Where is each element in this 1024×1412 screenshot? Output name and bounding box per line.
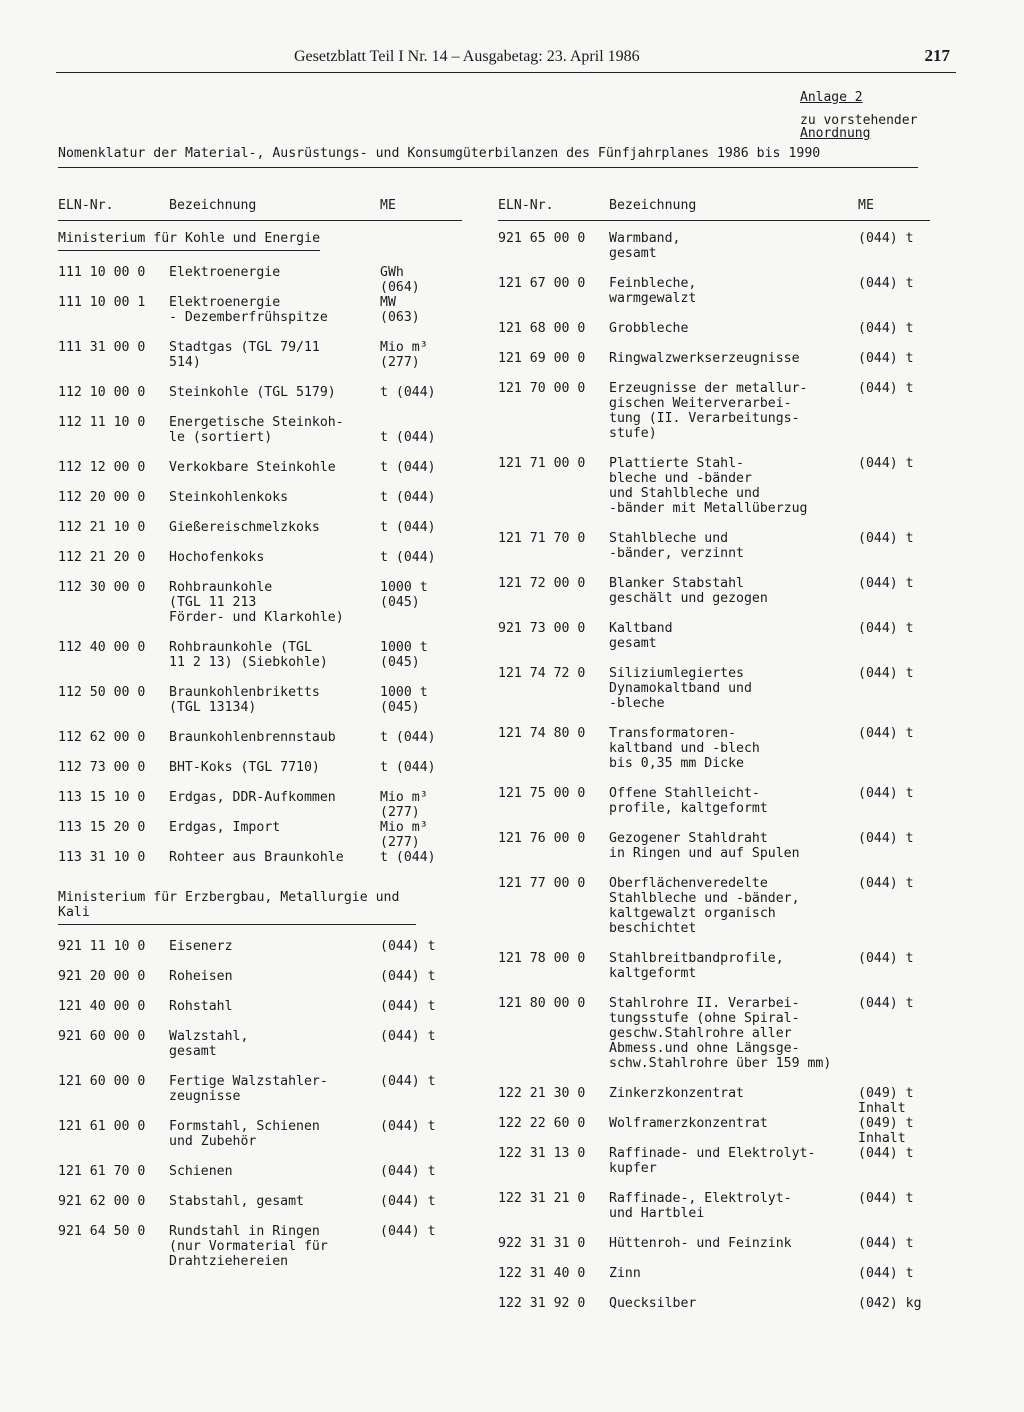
eln-number: 121 75 00 0: [498, 786, 586, 801]
left-section1-rows: [58, 265, 462, 865]
mengeneinheit: (044) t: [858, 1266, 914, 1281]
right-column: [498, 190, 930, 1326]
bezeichnung: Oberflächenveredelte Stahlbleche und -bänder, kaltgewalzt organisch beschichtet: [609, 876, 800, 936]
eln-number: 121 80 00 0: [498, 996, 586, 1011]
eln-number: 121 60 00 0: [58, 1074, 146, 1089]
eln-number: 113 15 10 0: [58, 790, 146, 805]
eln-number: 112 11 10 0: [58, 415, 146, 430]
mengeneinheit: (044) t: [380, 1194, 436, 1209]
header-title: Gesetzblatt Teil I Nr. 14 – Ausgabetag: 23. April 1986: [294, 48, 640, 65]
mengeneinheit: (044) t: [380, 1119, 436, 1134]
table-row: [498, 1116, 930, 1146]
table-row: [58, 265, 462, 295]
mengeneinheit: (044) t: [858, 831, 914, 846]
eln-number: 112 10 00 0: [58, 385, 146, 400]
mengeneinheit: (044) t: [858, 456, 914, 471]
mengeneinheit: t (044): [380, 385, 436, 400]
section-heading: Ministerium für Erzbergbau, Metallurgie und Kali: [58, 890, 416, 925]
bezeichnung: Verkokbare Steinkohle: [169, 460, 336, 475]
bezeichnung: Eisenerz: [169, 939, 233, 954]
eln-number: 112 40 00 0: [58, 640, 146, 655]
table-row: [58, 790, 462, 820]
eln-number: 121 69 00 0: [498, 351, 586, 366]
eln-number: 112 62 00 0: [58, 730, 146, 745]
table-row: [58, 999, 462, 1014]
eln-number: 121 72 00 0: [498, 576, 586, 591]
annex-label: Anlage 2: [800, 90, 863, 105]
mengeneinheit: (044) t: [858, 276, 914, 291]
bezeichnung: Roheisen: [169, 969, 233, 984]
page-number: 217: [924, 46, 950, 65]
table-row: [498, 1266, 930, 1281]
me-header: ME: [380, 198, 396, 213]
mengeneinheit: (042) kg: [858, 1296, 922, 1311]
annex-line-2: Anordnung: [800, 126, 871, 141]
bezeichnung: Grobbleche: [609, 321, 689, 336]
table-row: [498, 726, 930, 771]
table-row: [58, 685, 462, 715]
eln-number: 122 21 30 0: [498, 1086, 586, 1101]
eln-number: 112 50 00 0: [58, 685, 146, 700]
table-row: [498, 831, 930, 861]
eln-number: 112 73 00 0: [58, 760, 146, 775]
mengeneinheit: t (044): [380, 760, 436, 775]
page-header: [56, 44, 956, 73]
bezeichnung: Stahlbreitbandprofile, kaltgeformt: [609, 951, 784, 981]
bezeichnung: Siliziumlegiertes Dynamokaltband und -bleche: [609, 666, 752, 711]
bezeichnung: Zinkerzkonzentrat: [609, 1086, 744, 1101]
table-row: [58, 385, 462, 400]
table-row: [498, 786, 930, 816]
table-row: [498, 321, 930, 336]
bezeichnung: Kaltband gesamt: [609, 621, 673, 651]
document-title: Nomenklatur der Material-, Ausrüstungs- und Konsumgüterbilanzen des Fünfjahrplanes 1986 bis 1990: [58, 146, 918, 168]
table-row: [58, 939, 462, 954]
bezeichnung-header: Bezeichnung: [169, 198, 257, 213]
bezeichnung: Erzeugnisse der metallur- gischen Weiterverarbei- tung (II. Verarbeitungs- stufe): [609, 381, 808, 441]
eln-number: 121 40 00 0: [58, 999, 146, 1014]
table-row: [498, 576, 930, 606]
eln-number: 111 10 00 1: [58, 295, 146, 310]
bezeichnung: Ringwalzwerkserzeugnisse: [609, 351, 800, 366]
table-row: [498, 876, 930, 936]
mengeneinheit: t (044): [380, 490, 436, 505]
mengeneinheit: (044) t: [858, 321, 914, 336]
eln-number: 121 74 72 0: [498, 666, 586, 681]
mengeneinheit: (044) t: [858, 726, 914, 741]
table-row: [498, 456, 930, 516]
me-header: ME: [858, 198, 874, 213]
mengeneinheit: (044) t: [858, 996, 914, 1011]
eln-number: 121 71 70 0: [498, 531, 586, 546]
table-row: [498, 231, 930, 261]
mengeneinheit: 1000 t (045): [380, 580, 428, 610]
bezeichnung: Stahlrohre II. Verarbei- tungsstufe (ohne Spiral- geschw.Stahlrohre aller Abmess.und ohne Längsge- schw.Stahlrohre über 159 mm): [609, 996, 832, 1071]
eln-number: 121 76 00 0: [498, 831, 586, 846]
eln-number: 112 30 00 0: [58, 580, 146, 595]
left-section2-rows: [58, 939, 462, 1269]
bezeichnung: Blanker Stabstahl geschält und gezogen: [609, 576, 768, 606]
table-row: [58, 550, 462, 565]
table-row: [58, 490, 462, 505]
bezeichnung: Braunkohlenbrennstaub: [169, 730, 336, 745]
eln-number: 121 74 80 0: [498, 726, 586, 741]
mengeneinheit: (049) t Inhalt: [858, 1086, 914, 1116]
table-row: [58, 1119, 462, 1149]
mengeneinheit: (044) t: [858, 576, 914, 591]
table-row: [498, 381, 930, 441]
mengeneinheit: (044) t: [858, 786, 914, 801]
mengeneinheit: (044) t: [858, 951, 914, 966]
table-row: [58, 820, 462, 850]
mengeneinheit: 1000 t (045): [380, 640, 428, 670]
bezeichnung: Stadtgas (TGL 79/11 514): [169, 340, 320, 370]
eln-number: 121 70 00 0: [498, 381, 586, 396]
bezeichnung: Rohteer aus Braunkohle: [169, 850, 344, 865]
bezeichnung: Fertige Walzstahler- zeugnisse: [169, 1074, 328, 1104]
mengeneinheit: t (044): [380, 850, 436, 865]
table-row: [498, 1086, 930, 1116]
bezeichnung: Plattierte Stahl- bleche und -bänder und Stahlbleche und -bänder mit Metallüberzug: [609, 456, 808, 516]
bezeichnung: Rohbraunkohle (TGL 11 213 Förder- und Klarkohle): [169, 580, 344, 625]
eln-number: 122 31 21 0: [498, 1191, 586, 1206]
eln-number: 112 21 20 0: [58, 550, 146, 565]
bezeichnung: Wolframerzkonzentrat: [609, 1116, 768, 1131]
table-row: [498, 276, 930, 306]
mengeneinheit: Mio m³ (277): [380, 790, 428, 820]
eln-number: 122 31 13 0: [498, 1146, 586, 1161]
mengeneinheit: (044) t: [858, 621, 914, 636]
bezeichnung: Quecksilber: [609, 1296, 697, 1311]
table-row: [498, 1191, 930, 1221]
mengeneinheit: t (044): [380, 520, 436, 535]
mengeneinheit: (044) t: [858, 381, 914, 396]
table-row: [498, 1236, 930, 1251]
annex-subtitle: [800, 114, 917, 140]
bezeichnung: Hüttenroh- und Feinzink: [609, 1236, 792, 1251]
bezeichnung: Formstahl, Schienen und Zubehör: [169, 1119, 320, 1149]
table-row: [498, 1146, 930, 1176]
bezeichnung: Warmband, gesamt: [609, 231, 681, 261]
eln-number: 921 65 00 0: [498, 231, 586, 246]
mengeneinheit: (044) t: [858, 231, 914, 246]
mengeneinheit: (049) t Inhalt: [858, 1116, 914, 1146]
mengeneinheit: t (044): [380, 430, 436, 445]
bezeichnung: Energetische Steinkoh- le (sortiert): [169, 415, 344, 445]
bezeichnung: Erdgas, Import: [169, 820, 281, 835]
table-row: [58, 340, 462, 370]
eln-number: 921 60 00 0: [58, 1029, 146, 1044]
table-row: [58, 415, 462, 445]
mengeneinheit: GWh (064): [380, 265, 420, 295]
bezeichnung: Rohbraunkohle (TGL 11 2 13) (Siebkohle): [169, 640, 328, 670]
eln-number: 122 31 40 0: [498, 1266, 586, 1281]
annex-line-1: zu vorstehender: [800, 113, 918, 128]
mengeneinheit: (044) t: [380, 999, 436, 1014]
table-row: [58, 760, 462, 775]
bezeichnung: Transformatoren- kaltband und -blech bis 0,35 mm Dicke: [609, 726, 760, 771]
mengeneinheit: MW (063): [380, 295, 420, 325]
mengeneinheit: (044) t: [380, 1074, 436, 1089]
bezeichnung: Elektroenergie - Dezemberfrühspitze: [169, 295, 328, 325]
table-row: [58, 730, 462, 745]
eln-number: 121 77 00 0: [498, 876, 586, 891]
mengeneinheit: (044) t: [380, 1224, 436, 1239]
eln-number: 921 11 10 0: [58, 939, 146, 954]
mengeneinheit: Mio m³ (277): [380, 820, 428, 850]
table-row: [498, 666, 930, 711]
bezeichnung: Elektroenergie: [169, 265, 281, 280]
eln-number: 121 61 70 0: [58, 1164, 146, 1179]
mengeneinheit: t (044): [380, 730, 436, 745]
table-row: [58, 969, 462, 984]
section-heading: Ministerium für Kohle und Energie: [58, 231, 320, 251]
eln-number: 122 22 60 0: [498, 1116, 586, 1131]
eln-number: 921 20 00 0: [58, 969, 146, 984]
eln-number: 111 31 00 0: [58, 340, 146, 355]
mengeneinheit: t (044): [380, 460, 436, 475]
eln-number: 121 61 00 0: [58, 1119, 146, 1134]
table-row: [58, 580, 462, 625]
left-column: [58, 190, 462, 1284]
table-row: [58, 520, 462, 535]
table-row: [498, 351, 930, 366]
table-row: [498, 951, 930, 981]
bezeichnung: Stabstahl, gesamt: [169, 1194, 304, 1209]
mengeneinheit: (044) t: [858, 1236, 914, 1251]
eln-number: 121 67 00 0: [498, 276, 586, 291]
right-column-header: [498, 190, 930, 221]
mengeneinheit: (044) t: [858, 876, 914, 891]
eln-number: 921 64 50 0: [58, 1224, 146, 1239]
mengeneinheit: (044) t: [380, 939, 436, 954]
mengeneinheit: (044) t: [858, 531, 914, 546]
eln-header: ELN-Nr.: [58, 198, 114, 213]
table-row: [58, 1074, 462, 1104]
table-row: [58, 1224, 462, 1269]
mengeneinheit: Mio m³ (277): [380, 340, 428, 370]
mengeneinheit: (044) t: [858, 1146, 914, 1161]
bezeichnung: Schienen: [169, 1164, 233, 1179]
eln-number: 111 10 00 0: [58, 265, 146, 280]
bezeichnung: Zinn: [609, 1266, 641, 1281]
mengeneinheit: (044) t: [380, 1164, 436, 1179]
eln-number: 112 21 10 0: [58, 520, 146, 535]
mengeneinheit: (044) t: [858, 666, 914, 681]
eln-header: ELN-Nr.: [498, 198, 554, 213]
mengeneinheit: t (044): [380, 550, 436, 565]
bezeichnung-header: Bezeichnung: [609, 198, 697, 213]
eln-number: 122 31 92 0: [498, 1296, 586, 1311]
eln-number: 112 20 00 0: [58, 490, 146, 505]
mengeneinheit: (044) t: [380, 969, 436, 984]
table-row: [58, 1164, 462, 1179]
bezeichnung: Gezogener Stahldraht in Ringen und auf Spulen: [609, 831, 800, 861]
bezeichnung: Rohstahl: [169, 999, 233, 1014]
mengeneinheit: (044) t: [380, 1029, 436, 1044]
bezeichnung: Steinkohle (TGL 5179): [169, 385, 336, 400]
bezeichnung: Offene Stahlleicht- profile, kaltgeformt: [609, 786, 768, 816]
bezeichnung: Gießereischmelzkoks: [169, 520, 320, 535]
eln-number: 121 71 00 0: [498, 456, 586, 471]
mengeneinheit: (044) t: [858, 351, 914, 366]
eln-number: 113 31 10 0: [58, 850, 146, 865]
mengeneinheit: (044) t: [858, 1191, 914, 1206]
table-row: [498, 1296, 930, 1311]
table-row: [58, 1194, 462, 1209]
right-rows: [498, 231, 930, 1311]
bezeichnung: Walzstahl, gesamt: [169, 1029, 249, 1059]
eln-number: 121 68 00 0: [498, 321, 586, 336]
bezeichnung: Steinkohlenkoks: [169, 490, 289, 505]
bezeichnung: Feinbleche, warmgewalzt: [609, 276, 697, 306]
eln-number: 113 15 20 0: [58, 820, 146, 835]
eln-number: 112 12 00 0: [58, 460, 146, 475]
eln-number: 921 62 00 0: [58, 1194, 146, 1209]
bezeichnung: BHT-Koks (TGL 7710): [169, 760, 320, 775]
table-row: [498, 531, 930, 561]
eln-number: 121 78 00 0: [498, 951, 586, 966]
bezeichnung: Erdgas, DDR-Aufkommen: [169, 790, 336, 805]
table-row: [58, 850, 462, 865]
table-row: [498, 621, 930, 651]
bezeichnung: Stahlbleche und -bänder, verzinnt: [609, 531, 744, 561]
bezeichnung: Raffinade-, Elektrolyt- und Hartblei: [609, 1191, 792, 1221]
mengeneinheit: 1000 t (045): [380, 685, 428, 715]
bezeichnung: Rundstahl in Ringen (nur Vormaterial für Drahtziehereien: [169, 1224, 328, 1269]
bezeichnung: Raffinade- und Elektrolyt- kupfer: [609, 1146, 816, 1176]
table-row: [58, 1029, 462, 1059]
table-row: [58, 640, 462, 670]
eln-number: 921 73 00 0: [498, 621, 586, 636]
table-row: [58, 295, 462, 325]
left-column-header: [58, 190, 462, 221]
bezeichnung: Braunkohlenbriketts (TGL 13134): [169, 685, 320, 715]
bezeichnung: Hochofenkoks: [169, 550, 265, 565]
table-row: [58, 460, 462, 475]
table-row: [498, 996, 930, 1071]
eln-number: 922 31 31 0: [498, 1236, 586, 1251]
